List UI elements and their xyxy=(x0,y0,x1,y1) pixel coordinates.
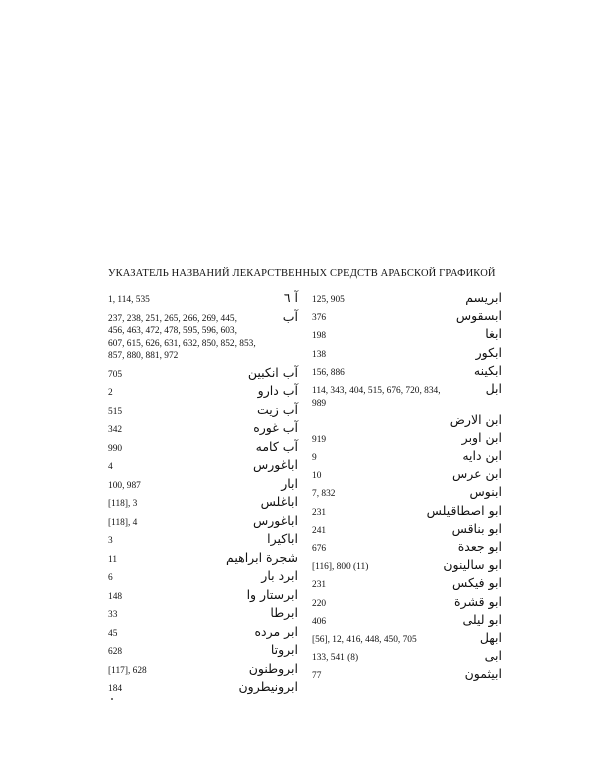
entry-arabic-term: آب دارو xyxy=(257,383,298,399)
entry-arabic-term: آب xyxy=(282,308,298,324)
entry-arabic-term: ابو جعدة xyxy=(457,539,502,555)
entry-arabic-term: ابسقوس xyxy=(455,308,502,324)
page-ref-line: 456, 463, 472, 478, 595, 596, 603, xyxy=(108,326,237,337)
page-ref-line: 1, 114, 535 xyxy=(108,295,150,305)
index-title: УКАЗАТЕЛЬ НАЗВАНИЙ ЛЕКАРСТВЕННЫХ СРЕДСТВ АРАБСКОЙ ГРАФИКОЙ xyxy=(108,268,496,279)
entry-arabic-term: ابو قشرة xyxy=(454,593,502,609)
entry-page-refs xyxy=(108,313,298,363)
page-ref-line: 989 xyxy=(312,398,327,409)
entry-arabic-term: ابن دایه xyxy=(462,448,502,464)
page-ref-line: 33 xyxy=(108,610,118,621)
page-ref-line: 148 xyxy=(108,591,123,602)
entry-arabic-term: ابروطنون xyxy=(248,660,298,676)
entry-arabic-term: ابو سالینون xyxy=(443,557,502,573)
index-entry xyxy=(108,457,298,480)
entry-arabic-term: ابکینه xyxy=(473,362,502,378)
entry-arabic-term: ابرونیطرون xyxy=(238,679,298,695)
index-entry xyxy=(312,611,502,634)
page-ref-line: 114, 343, 404, 515, 676, 720, 834, xyxy=(312,385,441,396)
entry-arabic-term: ابرستار وا xyxy=(246,586,298,602)
page-ref-line: 7, 832 xyxy=(312,489,336,500)
page-ref-line: 138 xyxy=(312,349,327,360)
page-ref-line: [118], 4 xyxy=(108,517,138,528)
entry-arabic-term: ابی xyxy=(484,648,502,664)
entry-page-refs xyxy=(312,634,502,647)
page-ref-line: 2 xyxy=(108,388,113,399)
page-ref-line: 3 xyxy=(108,536,113,547)
entry-arabic-term: ابار xyxy=(281,475,298,491)
page-ref-line: [118], 3 xyxy=(108,499,138,510)
entry-page-refs xyxy=(312,652,502,665)
page-ref-line: 676 xyxy=(312,544,327,555)
entry-page-refs xyxy=(312,330,502,343)
index-entry xyxy=(108,308,298,369)
index-column-left xyxy=(108,290,298,702)
entry-arabic-term: ابکور xyxy=(475,344,502,360)
entry-arabic-term: آ ٦ xyxy=(283,290,298,305)
index-entry xyxy=(312,308,502,330)
page-ref-line: 342 xyxy=(108,425,123,436)
page-ref-line: 705 xyxy=(108,369,123,380)
entry-arabic-term: ابرطا xyxy=(270,605,298,621)
index-entry xyxy=(108,679,298,702)
entry-page-refs xyxy=(108,646,298,659)
entry-arabic-term: ابیثمون xyxy=(464,666,502,682)
entry-page-refs xyxy=(108,294,298,307)
page-ref-line: 156, 886 xyxy=(312,367,345,378)
entry-arabic-term: ابو فیکس xyxy=(452,575,502,591)
index-entry xyxy=(312,326,502,348)
page-ref-line: 919 xyxy=(312,434,327,445)
entry-arabic-term: ابو اصطاقیلس xyxy=(426,502,502,518)
page-ref-line: 77 xyxy=(312,671,322,682)
page-ref-line: 241 xyxy=(312,525,327,536)
page-ref-line: 220 xyxy=(312,598,327,609)
page-ref-line: [56], 12, 416, 448, 450, 705 xyxy=(312,634,417,645)
index-entry xyxy=(108,623,298,647)
entry-arabic-term: ابروتا xyxy=(270,642,298,658)
page-ref-line: 607, 615, 626, 631, 632, 850, 852, 853, xyxy=(108,338,256,349)
index-entry xyxy=(108,290,298,313)
entry-arabic-term: اباغورس xyxy=(252,457,298,473)
page-ref-line: 857, 880, 881, 972 xyxy=(108,351,179,362)
index-entry xyxy=(312,362,502,385)
page-ref-line: 4 xyxy=(108,462,113,473)
page-ref-line: 133, 541 (8) xyxy=(312,653,359,664)
entry-arabic-term: ابنوس xyxy=(469,484,502,500)
page-ref-line: 406 xyxy=(312,616,327,627)
ink-dot xyxy=(111,698,113,700)
entry-arabic-term: ابن اوبر xyxy=(461,429,502,445)
page-ref-line: 184 xyxy=(108,684,123,695)
page-ref-line: [117], 628 xyxy=(108,665,147,676)
entry-arabic-term: اباغلس xyxy=(260,494,298,510)
page-ref-line: 198 xyxy=(312,331,327,342)
entry-arabic-term: ابریسم xyxy=(465,290,502,305)
page-ref-line: 628 xyxy=(108,647,123,658)
entry-arabic-term: آب انکبین xyxy=(247,364,298,380)
entry-arabic-term: آب غوره xyxy=(253,420,298,436)
page-ref-line: 515 xyxy=(108,406,123,417)
index-column-right xyxy=(312,290,502,689)
entry-page-refs xyxy=(312,349,502,362)
entry-page-refs xyxy=(108,480,298,493)
entry-arabic-term: آب زیت xyxy=(256,401,298,417)
page-ref-line: 231 xyxy=(312,580,327,591)
entry-page-refs xyxy=(312,385,502,410)
entry-arabic-term: آب کامه xyxy=(255,438,298,454)
page-ref-line: 6 xyxy=(108,573,113,584)
page-ref-line: 100, 987 xyxy=(108,480,141,491)
entry-arabic-term: ابن عرس xyxy=(451,466,502,482)
page-ref-line: 10 xyxy=(312,471,322,482)
entry-arabic-term: ابهل xyxy=(479,629,502,645)
page-ref-line: 231 xyxy=(312,507,327,518)
entry-arabic-term: ابر مرده xyxy=(254,623,298,639)
page-ref-line: [116], 800 (11) xyxy=(312,562,369,573)
index-entry xyxy=(312,666,502,688)
entry-arabic-term: ابو لیلی xyxy=(462,611,502,627)
entry-arabic-term: ابرد بار xyxy=(261,568,298,584)
entry-arabic-term: شجرة ابراهیم xyxy=(226,549,298,565)
entry-arabic-term: ابغا xyxy=(485,326,502,342)
entry-arabic-term: اباکیرا xyxy=(267,531,298,547)
entry-arabic-term: ابل xyxy=(485,380,502,396)
page-ref-line: 9 xyxy=(312,453,317,464)
entry-arabic-term: ابن الارض xyxy=(449,411,502,427)
entry-arabic-term: اباغورس xyxy=(252,512,298,528)
index-entry xyxy=(312,629,502,652)
page-ref-line: 125, 905 xyxy=(312,295,345,305)
entry-arabic-term: ابو بناقس xyxy=(451,520,502,536)
page-ref-line: 11 xyxy=(108,554,118,565)
page-ref-line: 45 xyxy=(108,628,118,639)
page-ref-line: 990 xyxy=(108,443,123,454)
page-ref-line: 237, 238, 251, 265, 266, 269, 445, xyxy=(108,313,237,324)
page-ref-line: 376 xyxy=(312,313,327,324)
